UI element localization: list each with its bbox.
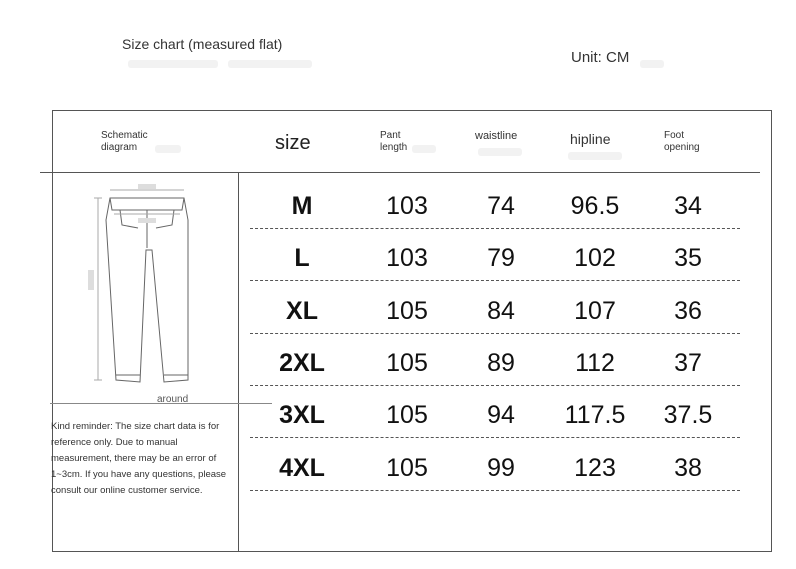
pant-length-cell: 105: [386, 401, 428, 430]
hipline-cell: 96.5: [570, 192, 620, 220]
hipline-cell: 123: [574, 453, 616, 482]
row-divider: [250, 228, 740, 229]
pant-length-cell: 103: [386, 192, 428, 220]
header-schematic: Schematic diagram: [101, 130, 148, 153]
hipline-cell: 102: [574, 244, 616, 273]
foot-opening-cell: 35: [674, 244, 702, 273]
blurred-header: [568, 152, 622, 160]
header-size: size: [275, 132, 311, 154]
row-divider: [250, 490, 740, 491]
row-divider: [250, 437, 740, 438]
foot-opening-cell: 34: [674, 192, 702, 220]
table-border-bottom: [52, 551, 772, 552]
pant-length-cell: 105: [386, 348, 428, 377]
row-divider: [250, 280, 740, 281]
table-row: [250, 447, 740, 499]
table-row: [250, 185, 740, 237]
foot-opening-cell: 36: [674, 296, 702, 325]
waistline-cell: 94: [487, 401, 515, 430]
foot-opening-cell: 37.5: [663, 401, 713, 430]
foot-opening-cell: 38: [674, 453, 702, 482]
foot-opening-cell: 37: [674, 348, 702, 377]
waistline-cell: 89: [487, 348, 515, 377]
diagram-baseline: [50, 403, 272, 404]
pant-length-cell: 103: [386, 244, 428, 273]
header-waistline: waistline: [475, 130, 518, 142]
waistline-cell: 79: [487, 244, 515, 273]
blurred-subtitle: [228, 60, 312, 68]
blurred-subtitle: [128, 60, 218, 68]
blurred-unit: [640, 60, 664, 68]
size-cell: M: [291, 192, 313, 220]
header-hipline: hipline: [570, 131, 611, 147]
hipline-cell: 112: [575, 348, 615, 377]
reminder-note: Kind reminder: The size chart data is for reference only. Due to manual measurement, there may be an error of 1~3cm. If you have any questions, please consult our online customer service.: [51, 421, 227, 496]
hipline-cell: 107: [574, 296, 616, 325]
header-pant-length: Pant length: [380, 130, 408, 153]
header-foot-opening: Foot opening: [664, 130, 700, 153]
unit-label: Unit: CM: [571, 49, 630, 66]
table-border-right: [771, 110, 772, 552]
pant-length-cell: 105: [386, 453, 428, 482]
blurred-header: [155, 145, 181, 153]
column-divider: [238, 172, 239, 552]
waistline-cell: 84: [487, 296, 515, 325]
table-row: [250, 290, 740, 342]
row-divider: [250, 333, 740, 334]
hipline-cell: 117.5: [564, 401, 626, 430]
size-cell: 2XL: [279, 348, 325, 377]
pants-diagram: [80, 180, 210, 395]
chart-title: Size chart (measured flat): [122, 36, 283, 52]
row-divider: [250, 385, 740, 386]
header-divider: [40, 172, 760, 173]
size-cell: L: [294, 244, 310, 273]
size-cell: XL: [286, 296, 318, 325]
diagram-around-label: around: [157, 394, 189, 405]
size-cell: 3XL: [279, 401, 325, 430]
waistline-cell: 74: [487, 192, 515, 220]
table-row: [250, 237, 740, 289]
waistline-cell: 99: [487, 453, 515, 482]
blurred-header: [412, 145, 436, 153]
table-border-top: [52, 110, 772, 111]
table-row: [250, 394, 740, 446]
size-cell: 4XL: [279, 453, 325, 482]
table-row: [250, 342, 740, 394]
pant-length-cell: 105: [386, 296, 428, 325]
blurred-header: [478, 148, 522, 156]
